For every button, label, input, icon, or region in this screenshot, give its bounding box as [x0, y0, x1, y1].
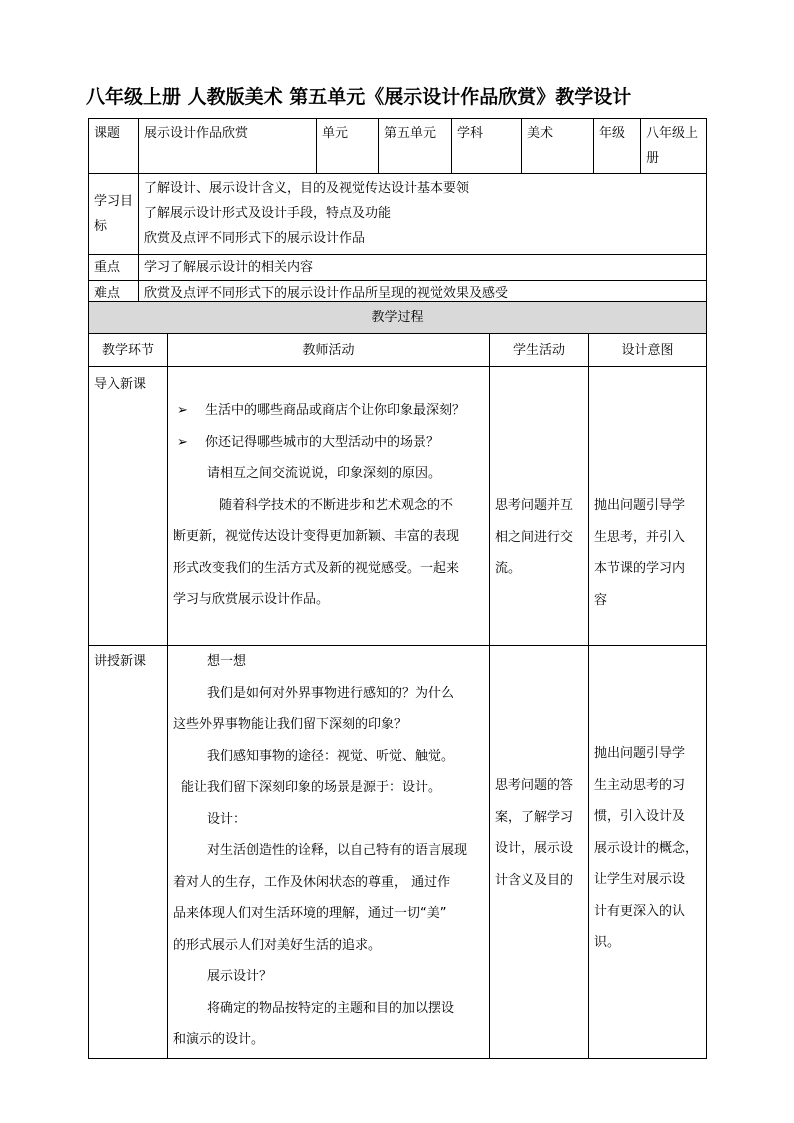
- text-line: 着对人的生存，工作及休闲状态的尊重， 通过作: [173, 874, 451, 890]
- label-topic: 课题: [89, 119, 139, 174]
- text-line: 展示设计？: [207, 969, 273, 984]
- column-header: 设计意图: [589, 334, 707, 367]
- teaching-process-table: [88, 301, 707, 1059]
- text-line: 和演示的设计。: [173, 1032, 265, 1047]
- process-heading: 教学过程: [89, 302, 707, 334]
- label-subject: 学科: [452, 119, 522, 174]
- topic-value: 展示设计作品欣赏: [139, 119, 317, 174]
- goal-item: 了解展示设计形式及设计手段，特点及功能: [144, 206, 392, 221]
- teacher-activity-intro: [168, 367, 490, 646]
- text-line: 断更新，视觉传达设计变得更加新颖、丰富的表现: [173, 529, 460, 544]
- text-line: 的形式展示人们对美好生活的追求。: [173, 937, 382, 953]
- text-line: 能让我们留下深刻印象的场景是源于：设计。: [181, 780, 442, 795]
- design-intent-intro: 抛出问题引导学 生思考，并引入 本节课的学习内 容: [589, 367, 707, 646]
- text-line: 将确定的物品按特定的主题和目的加以摆设: [207, 1000, 455, 1016]
- arrow-bullet-icon: ➢: [177, 434, 188, 450]
- bullet-item: ➢ 生活中的哪些商品或商店个让你印象最深刻？: [173, 395, 484, 427]
- bullet-item: ➢ 你还记得哪些城市的大型活动中的场景？: [173, 427, 484, 459]
- text-line: 请相互之间交流说说，印象深刻的原因。: [207, 466, 442, 481]
- text-line: 想一想: [207, 654, 247, 669]
- student-activity-lecture: 思考问题的答 案，了解学习 设计，展示设 计含义及目的: [490, 646, 589, 1059]
- goal-item: 欣赏及点评不同形式下的展示设计作品: [144, 231, 366, 246]
- goal-item: 了解设计、展示设计含义，目的及视觉传达设计基本要领: [144, 181, 470, 196]
- stage-intro: 导入新课: [89, 367, 168, 646]
- text-line: 学习与欣赏展示设计作品。: [173, 592, 330, 607]
- label-key: 重点: [89, 255, 139, 281]
- text-line: 形式改变我们的生活方式及新的视觉感受。一起来: [173, 560, 460, 576]
- column-header: 教师活动: [168, 334, 490, 367]
- intro-row: [89, 367, 707, 646]
- student-activity-intro: 思考问题并互 相之间进行交 流。: [490, 367, 589, 646]
- document-title: 八年级上册 人教版美术 第五单元《展示设计作品欣赏》教学设计: [86, 86, 632, 108]
- column-header: 教学环节: [89, 334, 168, 367]
- label-grade: 年级: [594, 119, 641, 174]
- label-goals: 学习目标: [89, 174, 139, 255]
- text-line: 随着科学技术的不断进步和艺术观念的不: [219, 497, 454, 513]
- text-line: 品来体现人们对生活环境的理解，通过一切“美”: [173, 906, 447, 921]
- text-line: 我们感知事物的途径：视觉、听觉、触觉。: [207, 748, 455, 764]
- grade-value: 八年级上册: [641, 119, 707, 174]
- teacher-activity-lecture: [168, 646, 490, 1059]
- label-unit: 单元: [317, 119, 379, 174]
- goals-cell: [139, 174, 707, 255]
- key-value: 学习了解展示设计的相关内容: [139, 255, 707, 281]
- text-line: 这些外界事物能让我们留下深刻的印象？: [173, 717, 408, 732]
- text-line: 我们是如何对外界事物进行感知的？为什么: [207, 685, 455, 701]
- column-header: 学生活动: [490, 334, 589, 367]
- text-line: 对生活创造性的诠释，以自己特有的语言展现: [207, 843, 468, 858]
- course-info-table: [88, 118, 707, 307]
- stage-lecture: 讲授新课: [89, 646, 168, 1059]
- lecture-row: [89, 646, 707, 1059]
- subject-value: 美术: [522, 119, 594, 174]
- text-line: 设计：: [207, 811, 247, 827]
- arrow-bullet-icon: ➢: [177, 403, 188, 418]
- label-difficult: 难点: [89, 281, 139, 307]
- unit-value: 第五单元: [379, 119, 452, 174]
- design-intent-lecture: 抛出问题引导学 生主动思考的习 惯，引入设计及 展示设计的概念， 让学生对展示设 计有更深入的认 识。: [589, 646, 707, 1059]
- difficult-value: 欣赏及点评不同形式下的展示设计作品所呈现的视觉效果及感受: [139, 281, 707, 307]
